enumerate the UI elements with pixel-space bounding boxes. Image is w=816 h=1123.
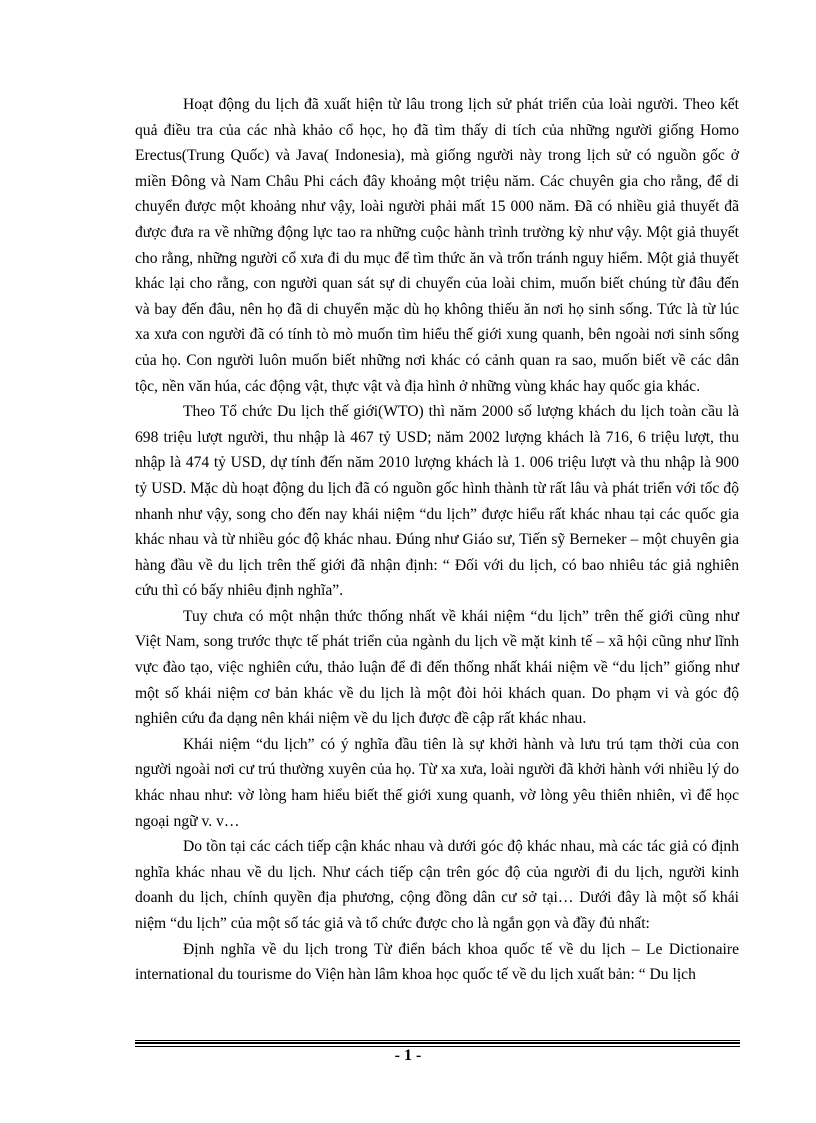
paragraph-2: Theo Tổ chức Du lịch thế giới(WTO) thì năm 2000 số lượng khách du lịch toàn cầu là 698 triệu lượt người, thu nhập là 467 tỷ USD; năm 2002 lượng khách là 716, 6 triệu lượt, thu nhập là 474 tỷ USD, dự tính đến năm 2010 lượng khách là 1. 006 triệu lượt và thu nhập là 900 tỷ USD. Mặc dù hoạt động du lịch đã có nguồn gốc hình thành từ rất lâu và phát triển với tốc độ nhanh như vậy, song cho đến nay khái niệm “du lịch” được hiểu rất khác nhau tại các quốc gia khác nhau và từ nhiều góc độ khác nhau. Đúng như Giáo sư, Tiến sỹ Berneker – một chuyên gia hàng đầu về du lịch trên thế giới đã nhận định: “ Đối với du lịch, có bao nhiêu tác giả nghiên cứu thì có bấy nhiêu định nghĩa”. bbox=[135, 403, 739, 600]
footer-rule-thin-top bbox=[135, 1040, 740, 1041]
body-text bbox=[135, 92, 739, 988]
paragraph-5: Do tồn tại các cách tiếp cận khác nhau và dưới góc độ khác nhau, mà các tác giả có định nghĩa khác nhau về du lịch. Như cách tiếp cận trên góc độ của người đi du lịch, người kinh doanh du lịch, chính quyền địa phương, cộng đồng dân cư sở tại… Dưới đây là một số khái niệm “du lịch” của một số tác giả và tổ chức được cho là ngắn gọn và đầy đủ nhất: bbox=[135, 838, 739, 932]
paragraph-1: Hoạt động du lịch đã xuất hiện từ lâu trong lịch sử phát triển của loài người. Theo kết quả điều tra của các nhà khảo cổ học, họ đã tìm thấy di tích của những người giống Homo Erectus(Trung Quốc) và Java( Indonesia), mà giống người này trong lịch sử có nguồn gốc ở miền Đông và Nam Châu Phi cách đây khoảng một triệu năm. Các chuyên gia cho rằng, để di chuyển được một khoảng như vậy, loài người phải mất 15 000 năm. Đã có nhiều giả thuyết đã được đưa ra về những động lực tao ra những cuộc hành trình trường kỳ như vậy. Một giả thuyết cho rằng, những người cổ xưa đi du mục để tìm thức ăn và trốn tránh nguy hiểm. Một giả thuyết khác lại cho rằng, con người quan sát sự di chuyển của loài chim, muốn biết chúng từ đâu đến và bay đến đâu, nên họ đã di chuyển mặc dù họ không thiếu ăn nơi họ sinh sống. Tức là từ lúc xa xưa con người đã có tính tò mò muốn tìm hiểu thế giới xung quanh, bên ngoài nơi sinh sống của họ. Con người luôn muốn biết những nơi khác có cảnh quan ra sao, muốn biết về các dân tộc, nền văn húa, các động vật, thực vật và địa hình ở những vùng khác hay quốc gia khác. bbox=[135, 96, 739, 395]
paragraph-3: Tuy chưa có một nhận thức thống nhất về khái niệm “du lịch” trên thế giới cũng như Việt Nam, song trước thực tế phát triển của ngành du lịch về mặt kinh tế – xã hội cũng như lĩnh vực đào tạo, việc nghiên cứu, thảo luận để đi đến thống nhất khái niệm về “du lịch” giống như một số khái niệm cơ bản khác về du lịch là một đòi hỏi khách quan. Do phạm vi và góc độ nghiên cứu đa dạng nên khái niệm về du lịch được đề cập rất khác nhau. bbox=[135, 607, 739, 728]
paragraph-6: Định nghĩa về du lịch trong Từ điển bách khoa quốc tế về du lịch – Le Dictionaire international du tourisme do Viện hàn lâm khoa học quốc tế về du lịch xuất bản: “ Du lịch bbox=[135, 940, 739, 984]
footer-rule-thick bbox=[135, 1042, 740, 1044]
paragraph-4: Khái niệm “du lịch” có ý nghĩa đầu tiên là sự khởi hành và lưu trú tạm thời của con người ngoài nơi cư trú thường xuyên của họ. Từ xa xưa, loài người đã khởi hành với nhiều lý do khác nhau như: vờ lòng ham hiểu biết thế giới xung quanh, vờ lòng yêu thiên nhiên, vì để học ngoại ngữ v. v… bbox=[135, 735, 739, 830]
page-number: - 1 - bbox=[394, 1047, 422, 1064]
